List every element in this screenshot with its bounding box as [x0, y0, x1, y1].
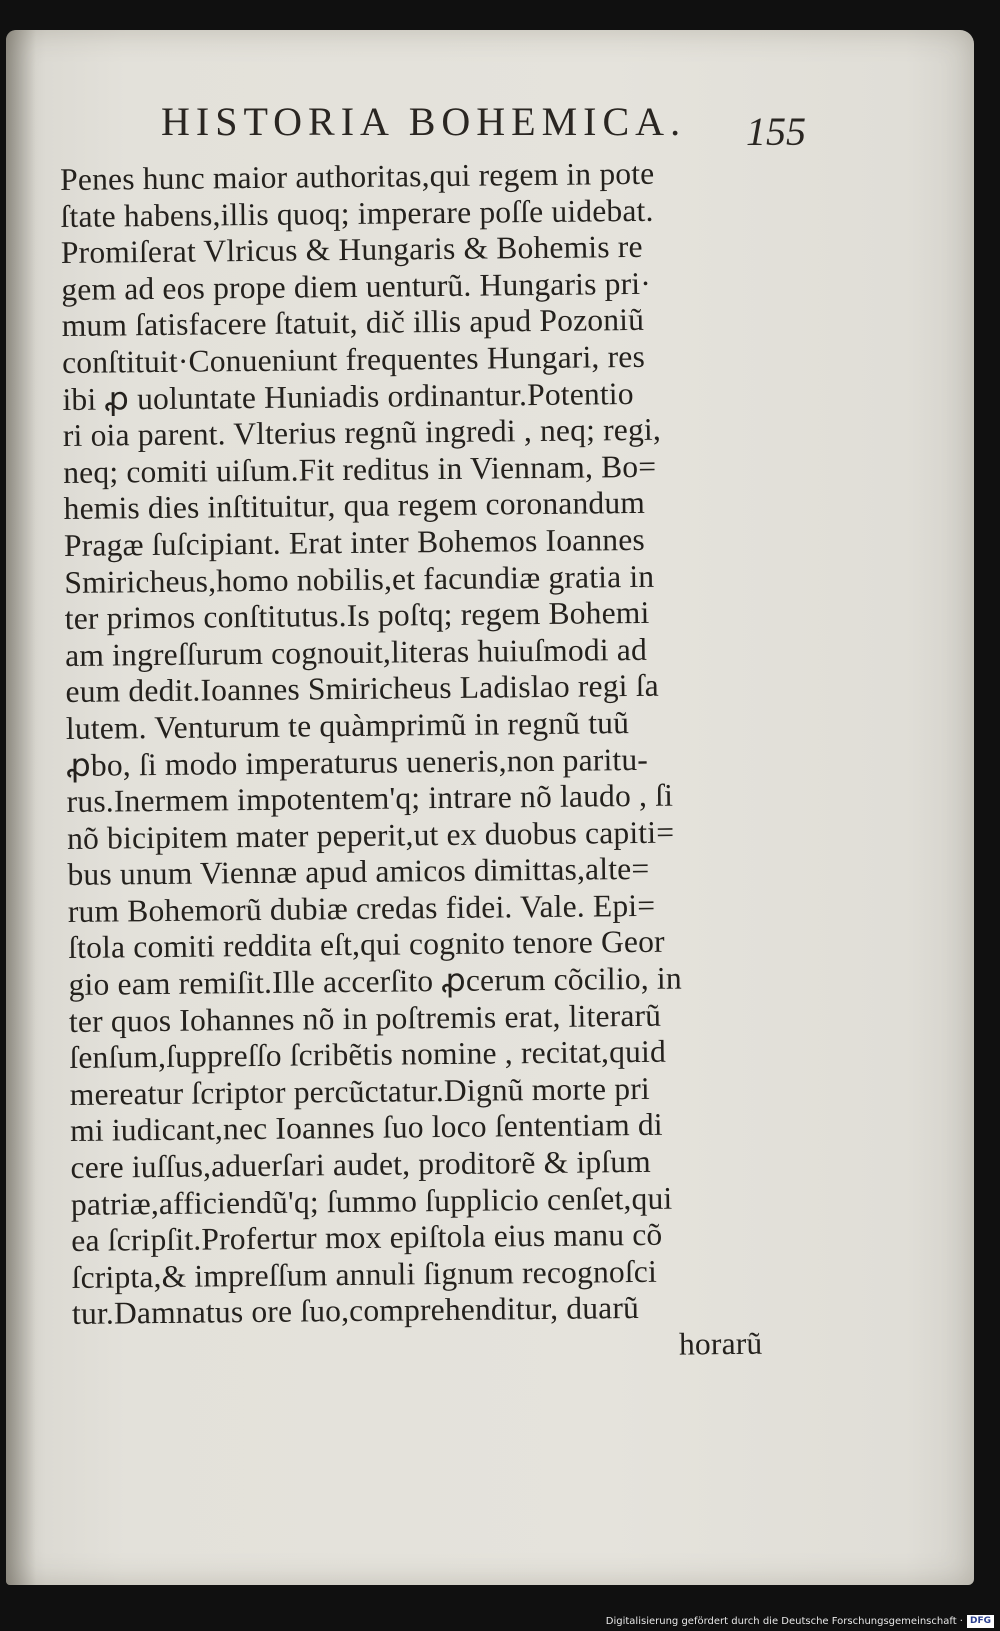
text-line: Smiricheus,homo nobilis,et facundiæ gratia in: [64, 558, 655, 600]
text-line: Pragæ ſuſcipiant. Erat inter Bohemos Ioannes: [63, 521, 646, 563]
text-line: mi iudicant,nec Ioannes ſuo loco ſententiam di: [69, 1107, 663, 1149]
text-line: Penes hunc maior authoritas,qui regem in pote: [60, 155, 655, 197]
catchword: horarũ: [678, 1325, 763, 1362]
body-text: [60, 155, 763, 1370]
text-line: mum ſatisfacere ſtatuit, dič illis apud Pozoniũ: [61, 302, 645, 344]
text-line: ſtola comiti reddita eſt,qui cognito tenore Geor: [68, 924, 665, 966]
text-line: eum dedit.Ioannes Smiricheus Ladislao regi ſa: [65, 668, 660, 710]
credit-text: Digitalisierung gefördert durch die Deutsche Forschungsgemeinschaft ·: [605, 1615, 963, 1627]
text-line: ea ſcripſit.Profertur mox epiſtola eius manu cõ: [71, 1216, 663, 1259]
text-line: patriæ,afficiendũ'q; ſummo ſupplicio cenſet,qui: [70, 1180, 673, 1222]
text-line: tur.Damnatus ore ſuo,comprehenditur, duarũ: [71, 1290, 640, 1332]
text-line: rum Bohemorũ dubiæ credas fidei. Vale. Epi=: [67, 887, 656, 929]
text-line: rus.Inermem impotentem'q; intrare nõ laudo , ſi: [66, 777, 674, 820]
text-line: ſtate habens,illis quoq; imperare poſſe uidebat.: [60, 192, 654, 234]
text-line: ꝓbo, ſi modo imperaturus ueneris,non paritu-: [66, 741, 649, 783]
text-line: cere iuſſus,aduerſari audet, proditorẽ & ipſum: [70, 1143, 652, 1185]
text-line: neq; comiti uiſum.Fit reditus in Viennam, Bo=: [63, 448, 657, 490]
text-line: Promiſerat Vlricus & Hungaris & Bohemis re: [60, 229, 643, 271]
running-head: HISTORIA BOHEMICA.: [161, 99, 687, 144]
text-line: mereatur ſcriptor percũctatur.Dignũ morte pri: [69, 1070, 651, 1112]
book-page: [6, 30, 974, 1585]
digitization-credit: [600, 1611, 1000, 1631]
text-line: hemis dies inſtituitur, qua regem coronandum: [63, 485, 646, 527]
text-line: ter quos Iohannes nõ in poſtremis erat, literarũ: [68, 997, 662, 1039]
text-line: nõ bicipitem mater peperit,ut ex duobus capiti=: [66, 814, 675, 856]
page-number: 155: [746, 109, 806, 154]
text-line: conſtituit·Conueniunt frequentes Hungari, res: [61, 338, 646, 380]
text-line: gio eam remiſit.Ille accerſito ꝓcerum cõcilio, in: [68, 960, 682, 1003]
text-line: ſenſum,ſuppreſſo ſcribẽtis nomine , recitat,quid: [69, 1033, 667, 1076]
text-line: lutem. Venturum te quàmprimũ in regnũ tuũ: [65, 704, 630, 746]
text-line: gem ad eos prope diem uenturũ. Hungaris pri·: [61, 265, 652, 307]
text-line: ter primos conſtitutus.Is poſtq; regem Bohemi: [64, 594, 650, 637]
text-line: ri oia parent. Vlterius regnũ ingredi , neq; regi,: [62, 411, 662, 454]
text-line: ſcripta,& impreſſum annuli ſignum recognoſci: [71, 1253, 658, 1295]
text-line: bus unum Viennæ apud amicos dimittas,alte=: [67, 851, 650, 893]
text-line: am ingreſſurum cognouit,literas huiuſmodi ad: [64, 631, 648, 673]
text-line: ibi ꝓ uoluntate Huniadis ordinantur.Potentio: [62, 375, 634, 417]
dfg-logo-icon: DFG: [967, 1615, 994, 1628]
